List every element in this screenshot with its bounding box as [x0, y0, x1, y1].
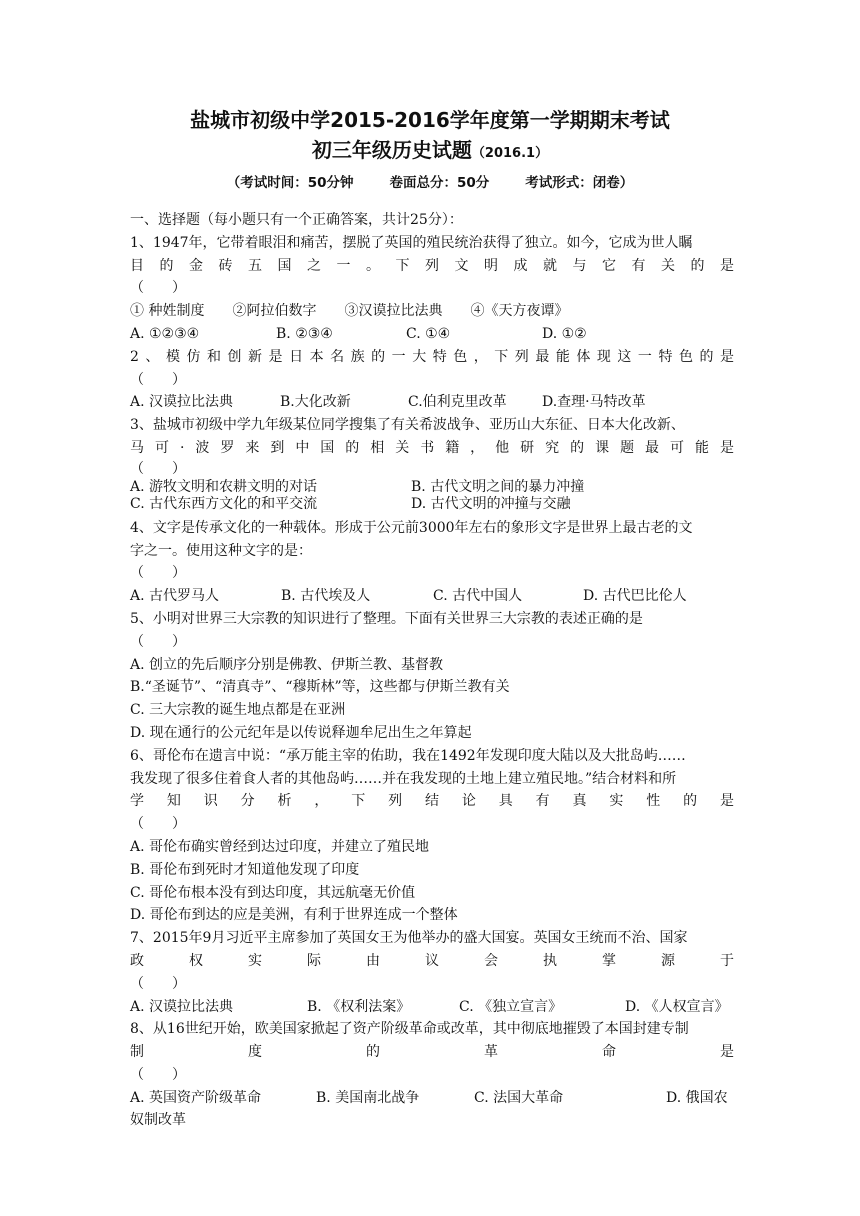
q6-option-c: C. 哥伦布根本没有到达印度，其远航毫无价值	[130, 884, 416, 901]
q4-stem-line2: 字之一。使用这种文字的是：	[130, 542, 312, 559]
q1-stem-line2: 目的金砖五国之一。下列文明成就与它有关的是	[130, 257, 734, 274]
q6-option-a: A. 哥伦布确实曾经到达过印度，并建立了殖民地	[130, 838, 430, 855]
q2-option-c: C.伯利克里改革	[408, 394, 507, 411]
q1-option-d: D. ①②	[542, 325, 587, 342]
q1-option-b: B. ②③④	[276, 325, 333, 342]
q7-stem-line2: 政权实际由议会执掌源于	[130, 952, 734, 969]
q6-stem-line1: 6、哥伦布在遗言中说：“承万能主宰的佑助，我在1492年发现印度大陆以及大批岛屿……	[130, 747, 686, 764]
q2-options	[130, 391, 734, 414]
q3-options-row2	[130, 496, 734, 513]
q6-option-b: B. 哥伦布到死时才知道他发现了印度	[130, 861, 360, 878]
question-list	[130, 209, 734, 1132]
q8-stem-line1: 8、从16世纪开始，欧美国家掀起了资产阶级革命或改革，其中彻底地摧毁了本国封建专制	[130, 1021, 689, 1038]
q5-option-a: A. 创立的先后顺序分别是佛教、伊斯兰教、基督教	[130, 656, 444, 673]
q5-answer-bracket: （ ）	[130, 633, 186, 650]
q8-answer-bracket: （ ）	[130, 1066, 186, 1083]
q4-option-a: A. 古代罗马人	[130, 588, 220, 605]
q3-options-row1	[130, 479, 734, 496]
q2-option-a: A. 汉谟拉比法典	[130, 394, 234, 411]
q2-stem-line1: 2、模仿和创新是日本名族的一大特色，下列最能体现这一特色的是	[130, 348, 734, 365]
q7-option-a: A. 汉谟拉比法典	[130, 998, 234, 1015]
total-score: 卷面总分：50分	[389, 175, 490, 191]
q2-option-b: B.大化改新	[280, 394, 351, 411]
q7-option-c: C. 《独立宣言》	[459, 998, 563, 1015]
title-line-2	[0, 134, 860, 163]
q1-option-a: A. ①②③④	[130, 325, 200, 342]
q8-stem-line2: 制度的革命是	[130, 1044, 734, 1061]
q3-option-c: C. 古代东西方文化的和平交流	[130, 495, 318, 512]
q8-option-c: C. 法国大革命	[474, 1089, 564, 1106]
title-line-1: 盐城市初级中学2015-2016学年度第一学期期末考试	[190, 108, 670, 132]
q6-stem-line2: 我发现了很多住着食人者的其他岛屿……并在我发现的土地上建立殖民地。”结合材料和所	[130, 770, 677, 787]
q5-option-d: D. 现在通行的公元纪年是以传说释迦牟尼出生之年算起	[130, 724, 472, 741]
q2-option-d: D.查理·马特改革	[542, 394, 646, 411]
q4-answer-bracket: （ ）	[130, 565, 186, 582]
q8-option-a: A. 英国资产阶级革命	[130, 1089, 262, 1106]
q3-answer-bracket: （ ）	[130, 460, 186, 477]
q4-stem-line1: 4、文字是传承文化的一种载体。形成于公元前3000年左右的象形文字是世界上最古老的文	[130, 519, 693, 536]
q6-answer-bracket: （ ）	[130, 816, 186, 833]
q1-items: ① 种姓制度 ②阿拉伯数字 ③汉谟拉比法典 ④《天方夜谭》	[130, 303, 569, 320]
q8-option-b: B. 美国南北战争	[316, 1089, 420, 1106]
exam-info	[0, 171, 860, 191]
q5-option-c: C. 三大宗教的诞生地点都是在亚洲	[130, 702, 346, 719]
q4-options	[130, 585, 734, 608]
q6-option-d: D. 哥伦布到达的应是美洲，有利于世界连成一个整体	[130, 907, 458, 924]
q7-option-d: D. 《人权宣言》	[625, 998, 729, 1015]
exam-time: （考试时间：50分钟	[226, 175, 354, 191]
q1-options	[130, 323, 734, 346]
q6-stem-line3: 学知识分析，下列结论具有真实性的是	[130, 793, 734, 810]
q7-stem-line1: 7、2015年9月习近平主席参加了英国女王为他举办的盛大国宴。英国女王统而不治、国家	[130, 930, 688, 947]
q3-option-d: D. 古代文明的冲撞与交融	[411, 495, 571, 512]
q8-options	[130, 1087, 734, 1110]
q4-option-b: B. 古代埃及人	[281, 588, 371, 605]
q4-option-c: C. 古代中国人	[433, 588, 523, 605]
q8-option-d-continued: 奴制改革	[130, 1112, 186, 1129]
q3-option-a: A. 游牧文明和农耕文明的对话	[130, 478, 318, 495]
q2-answer-bracket: （ ）	[130, 371, 186, 388]
q1-answer-bracket: （ ）	[130, 280, 186, 297]
q3-stem-line1: 3、盐城市初级中学九年级某位同学搜集了有关希波战争、亚历山大东征、日本大化改新、	[130, 417, 685, 434]
section-title: 一、选择题（每小题只有一个正确答案，共计25分）：	[130, 212, 463, 228]
q1-option-c: C. ①④	[406, 325, 451, 342]
q3-option-b: B. 古代文明之间的暴力冲撞	[411, 478, 585, 495]
q4-option-d: D. 古代巴比伦人	[583, 588, 687, 605]
q3-stem-line2: 马可·波罗来到中国的相关书籍，他研究的课题最可能是	[130, 439, 734, 456]
exam-form: 考试形式：闭卷）	[525, 175, 634, 191]
q5-option-b: B.“圣诞节”、“清真寺”、“穆斯林”等，这些都与伊斯兰教有关	[130, 679, 510, 696]
q7-answer-bracket: （ ）	[130, 975, 186, 992]
q7-options	[130, 996, 734, 1019]
title-date: （2016.1）	[471, 146, 549, 161]
q7-option-b: B. 《权利法案》	[307, 998, 411, 1015]
q8-option-d: D. 俄国农	[666, 1089, 728, 1106]
q5-stem-line1: 5、小明对世界三大宗教的知识进行了整理。下面有关世界三大宗教的表述正确的是	[130, 610, 643, 627]
q1-stem-line1: 1、1947年，它带着眼泪和痛苦，摆脱了英国的殖民统治获得了独立。如今，它成为世人瞩	[130, 234, 693, 251]
title-subject: 初三年级历史试题	[311, 138, 472, 162]
